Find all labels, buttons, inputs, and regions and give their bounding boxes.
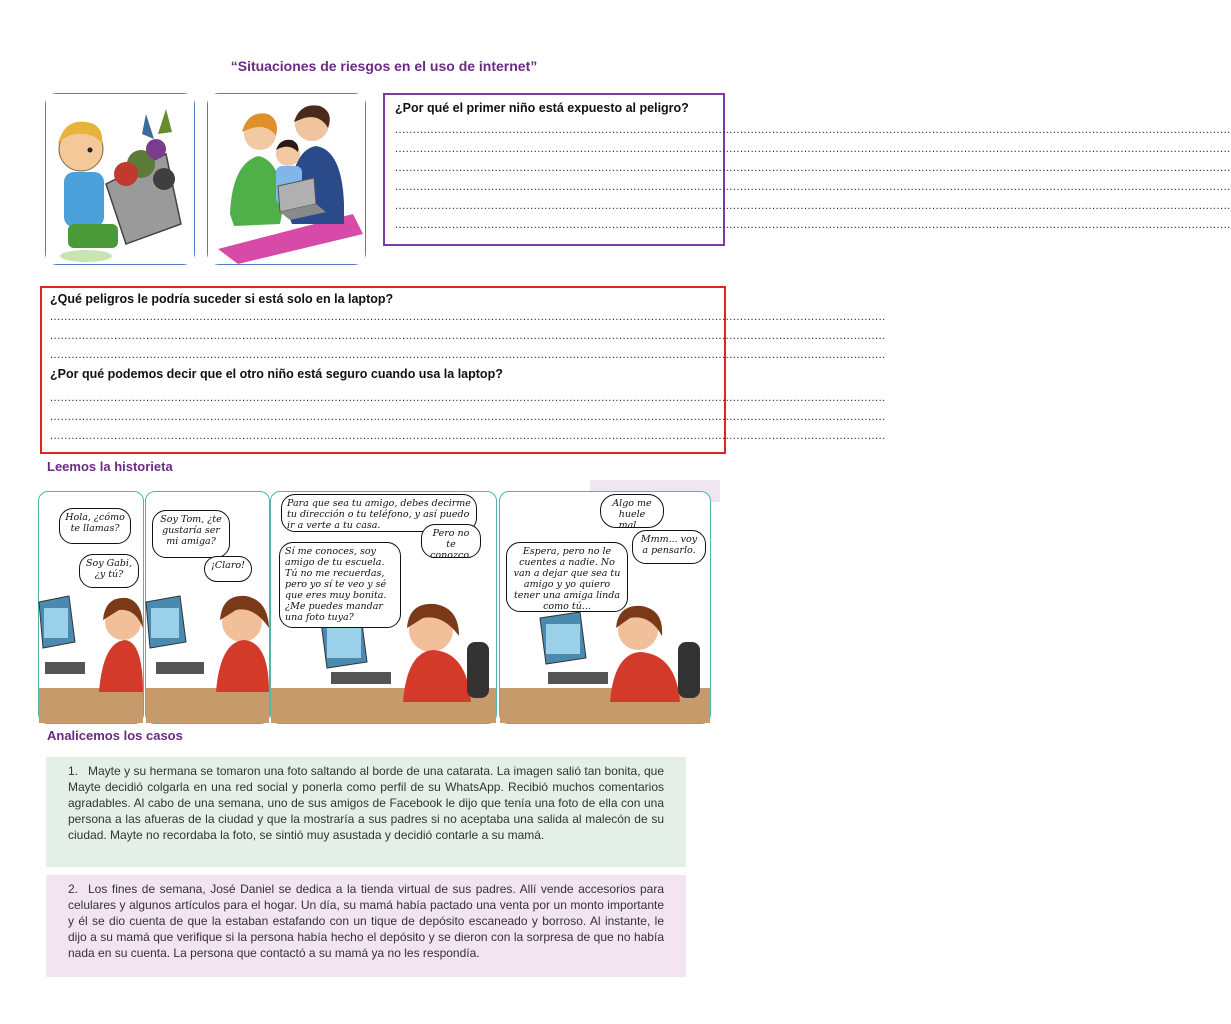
answer-line[interactable]: ...........................................................................................................................................................................................................................................: [50, 349, 886, 361]
speech-bubble: Soy Tom, ¿te gustaría ser mi amiga?: [152, 510, 230, 558]
speech-bubble: Soy Gabi, ¿y tú?: [79, 554, 139, 588]
section-cases-heading: Analicemos los casos: [47, 728, 183, 743]
comic-panel-1: [38, 491, 144, 724]
case-number: 2.: [68, 882, 79, 896]
answer-line[interactable]: ...........................................................................................................................................................................................................................................: [50, 311, 886, 323]
speech-bubble: Pero no te conozco.: [421, 524, 481, 558]
case-number: 1.: [68, 764, 79, 778]
answer-line[interactable]: ...........................................................................................................................................................................................................................................: [395, 143, 1231, 155]
image-child-danger: [45, 93, 195, 265]
answer-line[interactable]: ...........................................................................................................................................................................................................................................: [395, 200, 1231, 212]
section-comic-heading: Leemos la historieta: [47, 459, 173, 474]
answer-line[interactable]: ...........................................................................................................................................................................................................................................: [50, 430, 886, 442]
thought-bubble: Algo me huele mal...: [600, 494, 664, 528]
comic-panel-3: [270, 491, 497, 724]
speech-bubble: Hola, ¿cómo te llamas?: [59, 508, 131, 544]
answer-line[interactable]: ...........................................................................................................................................................................................................................................: [50, 392, 886, 404]
answer-line[interactable]: ...........................................................................................................................................................................................................................................: [395, 181, 1231, 193]
speech-bubble: Sí me conoces, soy amigo de tu escuela. Tú no me recuerdas, pero yo sí te veo y sé que eres muy bonita. ¿Me puedes mandar una foto tuya?: [279, 542, 401, 628]
case-text: Mayte y su hermana se tomaron una foto saltando al borde de una catarata. La imagen salió tan bonita, que Mayte decidió colgarla en una red social y ponerla como perfil de su WhatsApp. Recibió muchos comentarios agradables. Al cabo de una semana, uno de sus amigos de Facebook le dijo que tenía una foto de ella con una persona a las afueras de la ciudad y que la mostraría a sus padres si no aceptaba una salida al malecón de su ciudad. Mayte no recordaba la foto, se sintió muy asustada y decidió contarle a su mamá.: [68, 764, 664, 842]
question-box-2: [40, 286, 886, 454]
case-1: [46, 757, 686, 867]
question-1: ¿Por qué el primer niño está expuesto al peligro?: [395, 101, 689, 115]
image-child-safe: [207, 93, 366, 265]
speech-bubble: Mmm... voy a pensarlo.: [632, 530, 706, 564]
comic-panel-4: [499, 491, 711, 724]
speech-bubble: ¡Claro!: [204, 556, 252, 582]
answer-line[interactable]: ...........................................................................................................................................................................................................................................: [50, 330, 886, 342]
case-text: Los fines de semana, José Daniel se dedica a la tienda virtual de sus padres. Allí vende accesorios para celulares y algunos artículos para el hogar. Un día, su mamá había pactado una venta por un monto importante y él se dio cuenta de que la estaban estafando con un tique de depósito escaneado y borroso. Al instante, le dijo a su mamá que verifique si la persona había hecho el depósito y se dieron con la sorpresa de que no había nada en su cuenta. La persona que contactó a su mamá ya no les respondía.: [68, 882, 664, 960]
parent-with-child-illustration: [208, 94, 365, 264]
speech-bubble: Para que sea tu amigo, debes decirme tu dirección o tu teléfono, y así puedo ir a verte a tu casa.: [281, 494, 477, 532]
answer-line[interactable]: ...........................................................................................................................................................................................................................................: [50, 411, 886, 423]
question-3: ¿Por qué podemos decir que el otro niño está seguro cuando usa la laptop?: [50, 367, 503, 381]
answer-line[interactable]: ...........................................................................................................................................................................................................................................: [395, 124, 1231, 136]
page-title: “Situaciones de riesgos en el uso de internet”: [230, 58, 538, 74]
child-with-monsters-illustration: [46, 94, 194, 264]
answer-line[interactable]: ...........................................................................................................................................................................................................................................: [395, 162, 1231, 174]
answer-line[interactable]: ...........................................................................................................................................................................................................................................: [395, 219, 1231, 231]
question-box-1: [383, 93, 1231, 246]
case-2: [46, 875, 686, 977]
speech-bubble: Espera, pero no le cuentes a nadie. No van a dejar que sea tu amigo y yo quiero tener una amiga linda como tú...: [506, 542, 628, 612]
question-2: ¿Qué peligros le podría suceder si está solo en la laptop?: [50, 292, 394, 306]
comic-panel-2: [145, 491, 270, 724]
